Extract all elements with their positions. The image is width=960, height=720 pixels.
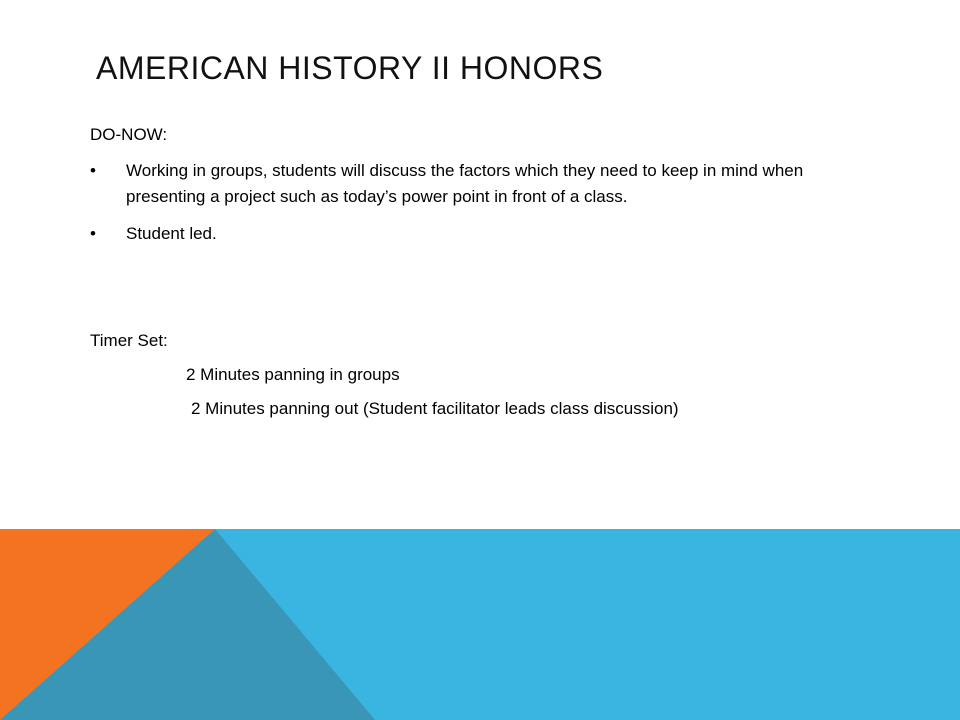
timer-block [90, 328, 679, 418]
bullet-item [90, 221, 850, 247]
decorative-footer-shapes [0, 529, 960, 720]
bullet-dot-icon: • [90, 161, 96, 180]
timer-item: 2 Minutes panning in groups [186, 365, 400, 384]
timer-label: Timer Set: [90, 331, 168, 350]
bullet-text: Student led. [126, 224, 217, 243]
slide-title: AMERICAN HISTORY II HONORS [96, 50, 604, 86]
do-now-label: DO-NOW: [90, 125, 168, 144]
bullet-text: Working in groups, students will discuss the factors which they need to keep in mind when presenting a project such as today’s power point in front of a class. [126, 161, 804, 206]
bullet-dot-icon: • [90, 224, 96, 243]
bullet-item [90, 158, 850, 210]
bullet-list [90, 158, 850, 247]
timer-item: 2 Minutes panning out (Student facilitator leads class discussion) [191, 399, 679, 418]
content-area [90, 122, 850, 258]
